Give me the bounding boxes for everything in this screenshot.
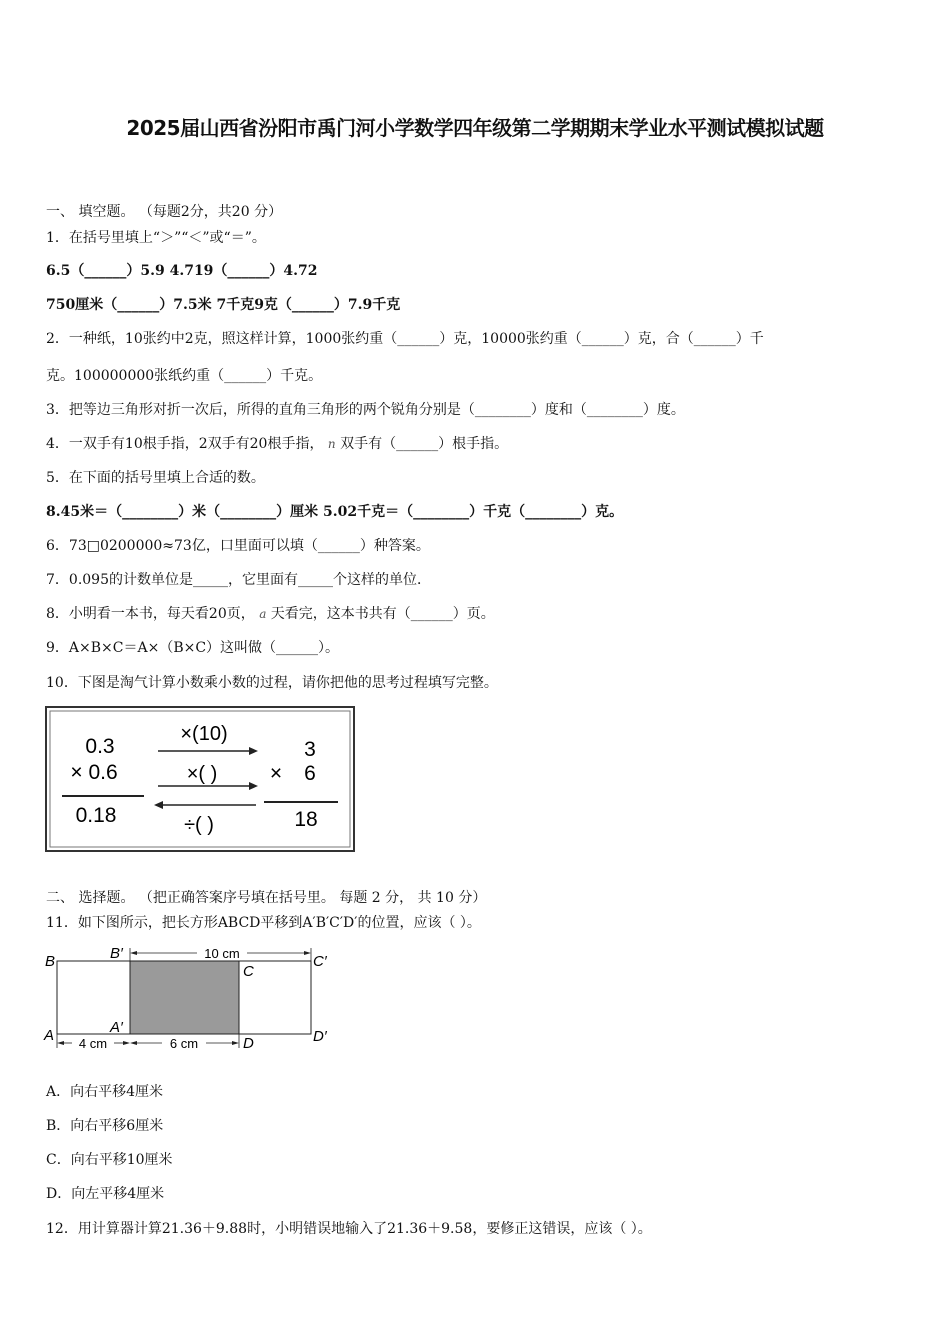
q11-figure <box>40 940 340 1055</box>
q11-label-c: C <box>243 963 254 980</box>
option-d[interactable]: D．向左平移4厘米 <box>46 1186 165 1202</box>
q5-text: 5．在下面的括号里填上合适的数。 <box>46 470 265 486</box>
q11-len-left: 4 cm <box>78 1036 108 1051</box>
q10-times: × <box>269 762 283 785</box>
q11-dim-top-arrow-left <box>130 951 137 955</box>
q4-text-a: 4．一双手有10根手指，2双手有20根手指， <box>46 436 324 452</box>
q1-text: 1．在括号里填上“＞”“＜”或“＝”。 <box>46 230 266 246</box>
q11-len-mid: 6 cm <box>169 1036 199 1051</box>
q11-text: 11．如下图所示，把长方形ABCD平移到A′B′C′D′的位置，应该（ ）。 <box>46 915 481 931</box>
q11-label-dprime: D′ <box>313 1028 327 1045</box>
q11-dim-left-arrow-r <box>123 1041 130 1045</box>
q10-figure <box>44 704 358 854</box>
option-c[interactable]: C．向右平移10厘米 <box>46 1152 173 1168</box>
q1-row2: 750厘米（______）7.5米 7千克9克（______）7.9千克 <box>46 297 401 313</box>
option-b[interactable]: B．向右平移6厘米 <box>46 1118 164 1134</box>
q6-text: 6．73□0200000≈73亿，口里面可以填（______）种答案。 <box>46 538 430 554</box>
q10-text: 10．下图是淘气计算小数乘小数的过程，请你把他的思考过程填写完整。 <box>46 675 498 691</box>
q11-label-b: B <box>45 953 56 970</box>
q8-text-b: 天看完，这本书共有（______）页。 <box>270 606 495 622</box>
q10-num2: × 0.6 <box>70 761 118 784</box>
variable-n: n <box>327 437 336 451</box>
q11-dim-left-arrow-l <box>57 1041 64 1045</box>
option-a[interactable]: A．向右平移4厘米 <box>46 1084 164 1100</box>
q10-num4: 6 <box>304 762 316 785</box>
page-title: 2025届山西省汾阳市禹门河小学数学四年级第二学期期末学业水平测试模拟试题 <box>126 116 824 140</box>
q4-text-b: 双手有（______）根手指。 <box>340 436 509 452</box>
q11-dim-top-arrow-right <box>304 951 311 955</box>
q9-text: 9．A×B×C＝A×（B×C）这叫做（______）。 <box>46 640 340 656</box>
q10-result2: 18 <box>294 808 318 831</box>
q3-text: 3．把等边三角形对折一次后，所得的直角三角形的两个锐角分别是（________）度和（________）度。 <box>46 402 685 418</box>
q11-len-top: 10 cm <box>204 946 240 961</box>
q8-text <box>46 605 495 623</box>
q10-arrow-top-label: ×(10) <box>180 723 228 745</box>
q11-label-aprime: A′ <box>110 1019 123 1036</box>
q10-arrow-bottom-label: ÷( ) <box>184 814 214 836</box>
q7-text: 7．0.095的计数单位是_____，它里面有_____个这样的单位． <box>46 572 431 588</box>
q11-label-a: A <box>44 1027 55 1044</box>
q1-row1: 6.5（______）5.9 4.719（______）4.72 <box>46 263 318 279</box>
q10-num1: 0.3 <box>85 735 115 758</box>
q11-label-bprime: B′ <box>110 945 123 962</box>
q10-arrow-mid-label: ×( ) <box>186 763 218 785</box>
q8-text-a: 8．小明看一本书，每天看20页， <box>46 606 255 622</box>
section1-heading: 一、 填空题。 （每题2分，共20 分） <box>46 204 283 220</box>
variable-a: a <box>259 607 267 621</box>
q10-num3: 3 <box>304 738 316 761</box>
q2-text-cont: 克。100000000张纸约重（______）千克。 <box>46 368 323 384</box>
q11-label-d: D <box>243 1035 254 1052</box>
q10-result1: 0.18 <box>75 804 117 827</box>
q12-text: 12．用计算器计算21.36＋9.88时，小明错误地输入了21.36＋9.58，要修正这错误，应该（ ）。 <box>46 1221 652 1237</box>
q11-label-cprime: C′ <box>313 953 327 970</box>
section2-heading: 二、 选择题。 （把正确答案序号填在括号里。 每题 2 分， 共 10 分） <box>46 890 487 906</box>
shaded-rectangle <box>130 961 239 1034</box>
q5-row: 8.45米＝（________）米（________）厘米 5.02千克＝（________）千克（________）克。 <box>46 504 624 520</box>
q4-text <box>46 435 508 453</box>
q2-text: 2．一种纸，10张约中2克，照这样计算，1000张约重（______）克，10000张约重（______）克，合（______）千 <box>46 331 764 347</box>
